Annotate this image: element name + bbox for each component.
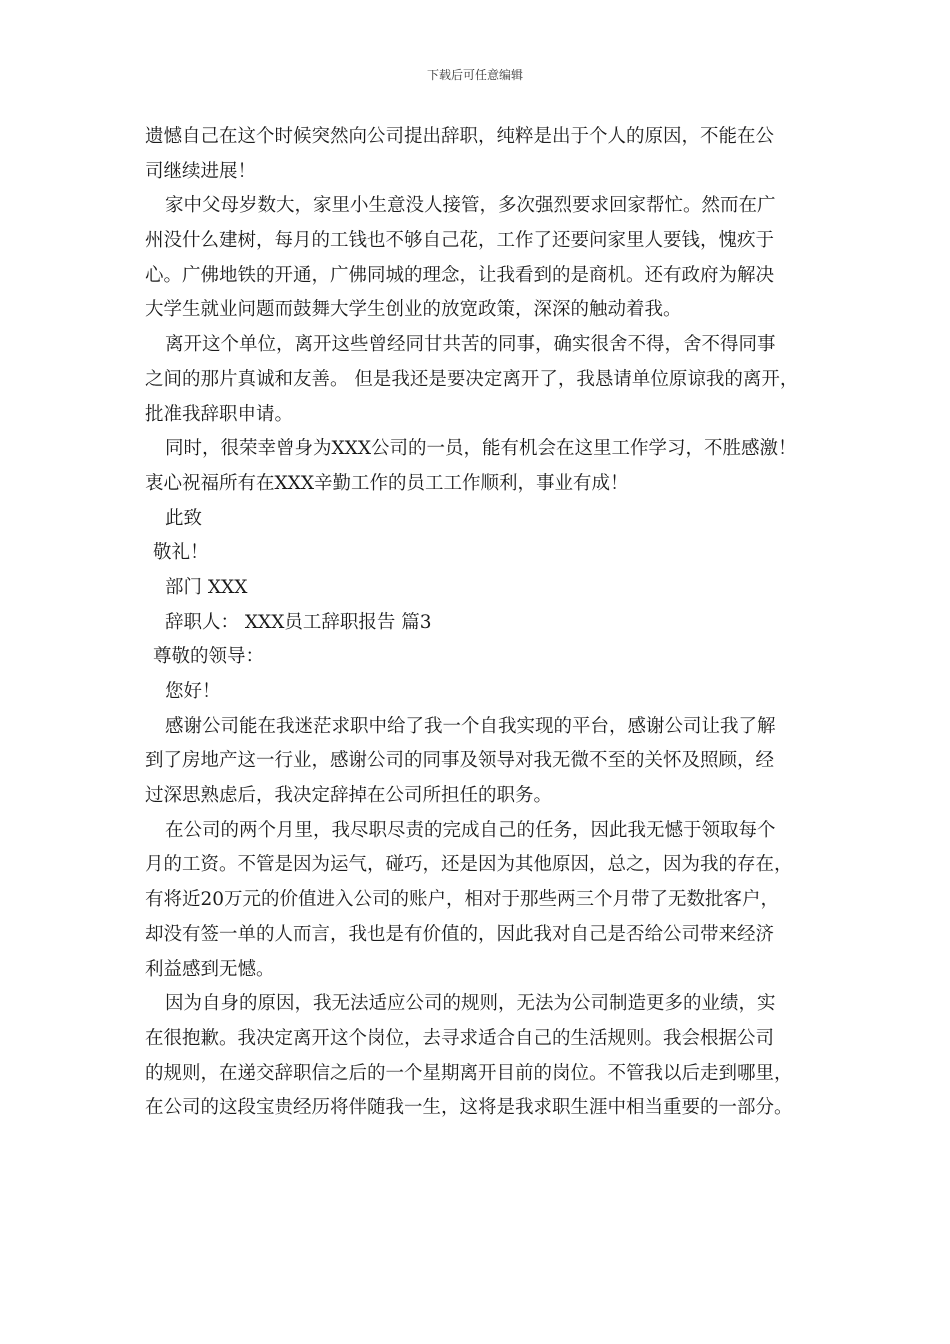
text-line: 到了房地产这一行业，感谢公司的同事及领导对我无微不至的关怀及照顾，经 [145,750,775,772]
text-line: 因为自身的原因，我无法适应公司的规则，无法为公司制造更多的业绩，实 [165,993,776,1015]
text-line: 在公司的两个月里，我尽职尽责的完成自己的任务，因此我无憾于领取每个 [165,819,776,841]
text-line: 州没什么建树，每月的工钱也不够自己花，工作了还要问家里人要钱，愧疚于 [145,230,775,252]
text-line: 在很抱歉。我决定离开这个岗位，去寻求适合自己的生活规则。我会根据公司 [145,1027,775,1049]
text-line: 心。广佛地铁的开通，广佛同城的理念，让我看到的是商机。还有政府为解决 [145,264,775,286]
text-line: 辞职人： XXX员工辞职报告 篇3 [165,611,432,633]
text-line: 司继续进展！ [145,160,257,182]
text-line: 在公司的这段宝贵经历将伴随我一生，这将是我求职生涯中相当重要的一部分。 [145,1097,793,1119]
text-line: 过深思熟虑后，我决定辞掉在公司所担任的职务。 [145,785,553,807]
text-line: 离开这个单位，离开这些曾经同甘共苦的同事，确实很舍不得，舍不得同事 [165,334,776,356]
text-line: 您好！ [165,681,221,702]
text-line: 家中父母岁数大，家里小生意没人接管，多次强烈要求回家帮忙。然而在广 [165,195,776,217]
document-body [145,120,825,1126]
text-line: 批准我辞职申请。 [145,403,294,425]
text-line: 的规则，在递交辞职信之后的一个星期离开目前的岗位。不管我以后走到哪里， [145,1062,793,1084]
text-line: 却没有签一单的人而言，我也是有价值的，因此我对自己是否给公司带来经济 [145,923,775,945]
text-line: 敬礼！ [153,542,209,564]
text-line: 同时，很荣幸曾身为XXX公司的一员，能有机会在这里工作学习，不胜感激！ [165,438,797,460]
text-line: 有将近20万元的价值进入公司的账户，相对于那些两三个月带了无数批客户， [145,889,780,911]
text-line: 衷心祝福所有在XXX辛勤工作的员工工作顺利，事业有成！ [145,472,629,494]
text-line: 尊敬的领导： [153,646,265,668]
text-line: 利益感到无憾。 [145,958,275,980]
text-line: 部门 XXX [165,576,248,598]
page-header: 下载后可任意编辑 [426,68,523,82]
text-line: 之间的那片真诚和友善。 但是我还是要决定离开了，我恳请单位原谅我的离开， [145,368,799,390]
text-line: 此致 [165,507,203,529]
text-line: 遗憾自己在这个时候突然向公司提出辞职，纯粹是出于个人的原因，不能在公 [145,126,775,147]
text-line: 月的工资。不管是因为运气，碰巧，还是因为其他原因，总之，因为我的存在， [145,854,793,876]
text-line: 大学生就业问题而鼓舞大学生创业的放宽政策，深深的触动着我。 [145,299,682,321]
text-line: 感谢公司能在我迷茫求职中给了我一个自我实现的平台，感谢公司让我了解 [165,715,776,737]
